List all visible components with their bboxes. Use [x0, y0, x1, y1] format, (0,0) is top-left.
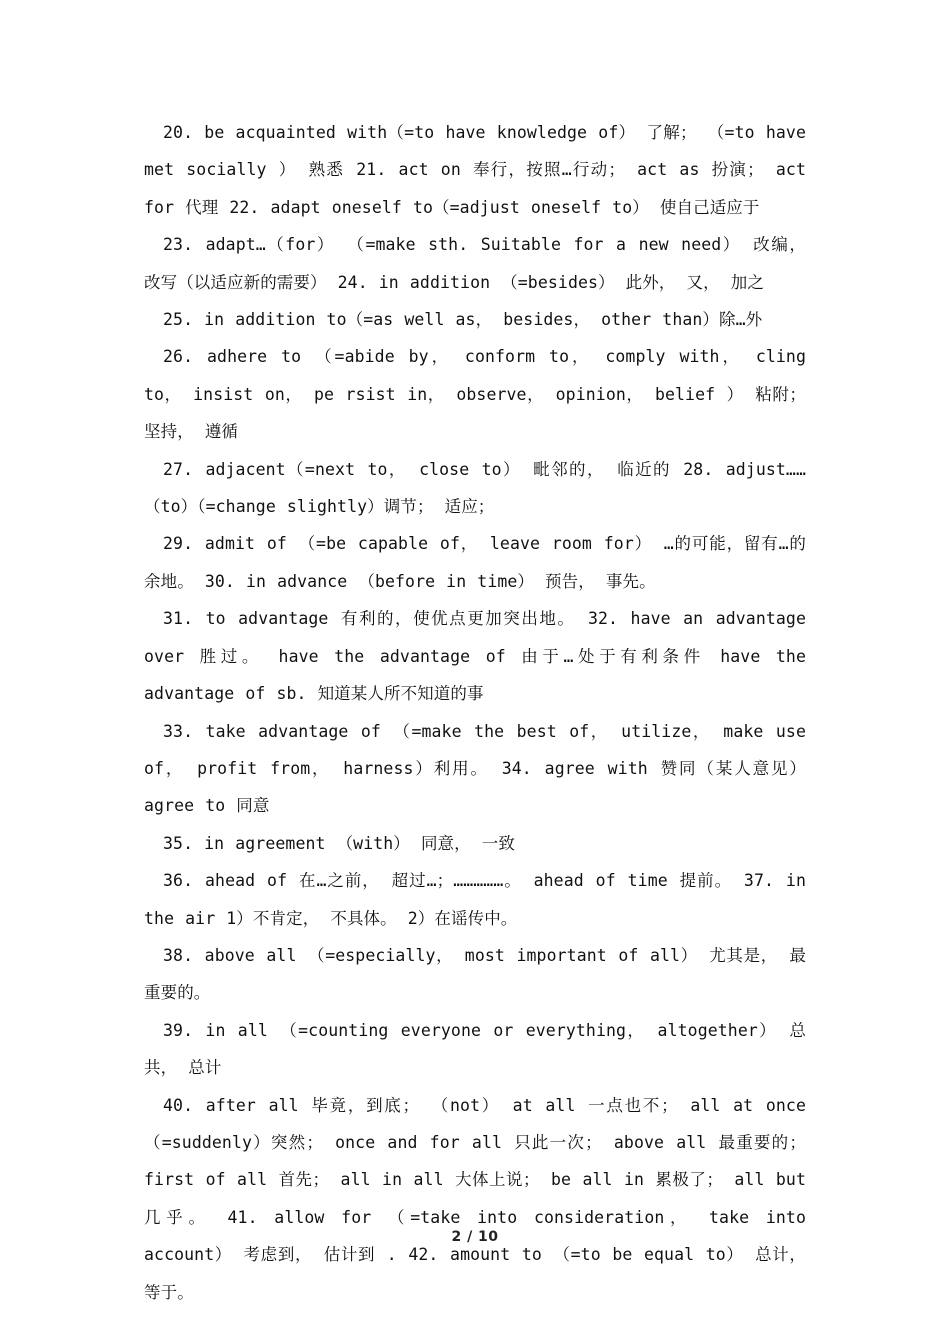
paragraph-20-22: 20. be acquainted with（=to have knowledge of） 了解； （=to have met socially ） 熟悉 21. act on 奉行，按照…行动； act as 扮演； act for 代理 22. adapt oneself to（=adjust oneself to） 使自己适应于 — [144, 123, 806, 217]
paragraph-26: 26. adhere to （=abide by， conform to， comply with， cling to， insist on， pe rsist in， observe， opinion， belief ） 粘附； 坚持， 遵循 — [144, 347, 806, 442]
document-body — [144, 114, 806, 1311]
paragraph-33-34: 33. take advantage of （=make the best of， utilize， make use of， profit from， harness）利用。 34. agree with 赞同（某人意见） agree to 同意 — [144, 721, 806, 816]
paragraph-39: 39. in all （=counting everyone or everything， altogether） 总共， 总计 — [144, 1020, 806, 1078]
paragraph-27-28: 27. adjacent（=next to， close to） 毗邻的， 临近的 28. adjust……（to）（=change slightly）调节； 适应； — [144, 459, 806, 517]
paragraph-23-24: 23. adapt…（for） （=make sth. Suitable for a new need） 改编， 改写（以适应新的需要） 24. in addition （=besides） 此外， 又， 加之 — [144, 235, 806, 292]
paragraph-36-37: 36. ahead of 在…之前， 超过…；……………。 ahead of time 提前。 37. in the air 1）不肯定， 不具体。 2）在谣传中。 — [144, 871, 806, 928]
paragraph-38: 38. above all （=especially， most important of all） 尤其是， 最重要的。 — [144, 945, 806, 1003]
paragraph-35: 35. in agreement （with） 同意， 一致 — [163, 833, 515, 853]
paragraph-31-32: 31. to advantage 有利的，使优点更加突出地。 32. have an advantage over 胜过。 have the advantage of 由于…处于有利条件 have the advantage of sb. 知道某人所不知道的事 — [144, 609, 806, 704]
paragraph-29-30: 29. admit of （=be capable of， leave room for） …的可能，留有…的余地。 30. in advance （before in time） 预告， 事先。 — [144, 534, 806, 591]
paragraph-40-42: 40. after all 毕竟，到底； （not） at all 一点也不； all at once （=suddenly）突然； once and for all 只此一次； above all 最重要的； first of all 首先； all in all 大体上说； be all in 累极了； all but 几乎。 41. allow for （=take into consideration， take into account） 考虑到， 估计到 . 42. amount to （=to be equal to） 总计， 等于。 — [144, 1095, 806, 1302]
paragraph-25: 25. in addition to（=as well as， besides， other than）除…外 — [163, 310, 763, 330]
page-number: 2 / 10 — [451, 1229, 499, 1245]
